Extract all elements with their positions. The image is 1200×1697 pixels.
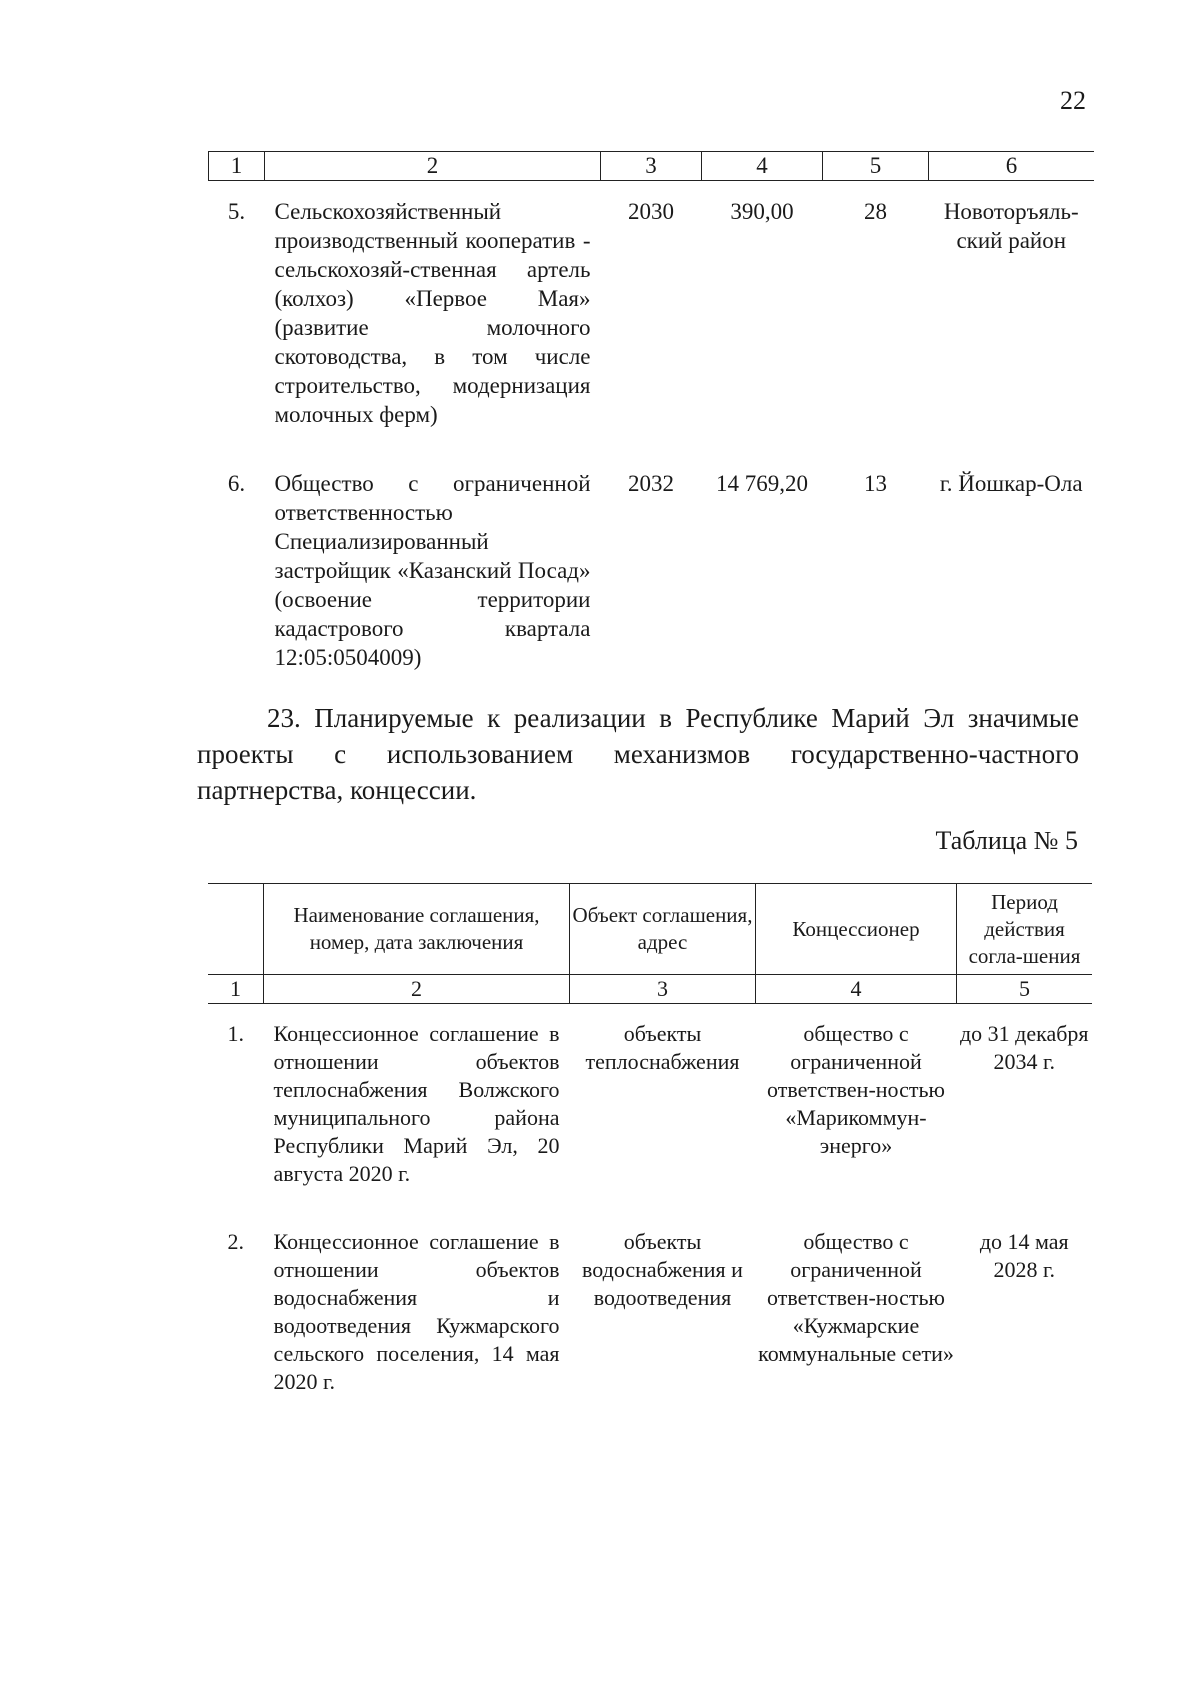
row-concessionaire: общество с ограниченной ответствен-ностью «Кужмарские коммунальные сети» <box>758 1229 954 1366</box>
col-num-5: 5 <box>957 975 1093 1004</box>
row-amount: 14 769,20 <box>716 471 808 496</box>
row-number: 6. <box>227 471 246 496</box>
row-year: 2032 <box>628 471 674 496</box>
row-location: Новоторъяль-ский район <box>943 199 1079 253</box>
row-count: 28 <box>864 199 887 224</box>
table-row <box>209 469 1095 672</box>
row-period: до 14 мая 2028 г. <box>979 1229 1069 1282</box>
page-number: 22 <box>1060 86 1086 115</box>
row-description: Сельскохозяйственный производственный кооператив - сельскохозяй-ственная артель (колхоз) «Первое Мая» (развитие молочного скотоводства, в том числе строительство, модернизация молочных ферм) <box>274 199 591 427</box>
header-agreement-name: Наименование соглашения, номер, дата заключения <box>264 884 570 975</box>
table-row <box>208 1020 1092 1188</box>
row-number: 5. <box>227 199 246 224</box>
row-concessionaire: общество с ограниченной ответствен-ностью «Марикоммун-энерго» <box>767 1021 945 1158</box>
table-row <box>209 197 1095 429</box>
col-num-2: 2 <box>265 152 601 181</box>
row-year: 2030 <box>628 199 674 224</box>
row-count: 13 <box>864 471 887 496</box>
col-num-3: 3 <box>601 152 702 181</box>
row-location: г. Йошкар-Ола <box>939 471 1083 496</box>
row-agreement-name: Концессионное соглашение в отношении объектов теплоснабжения Волжского муниципального района Республики Марий Эл, 20 августа 2020 г. <box>273 1021 560 1186</box>
table-header <box>208 884 1092 975</box>
row-object: объекты теплоснабжения <box>585 1021 740 1074</box>
col-num-5: 5 <box>823 152 929 181</box>
row-number: 1. <box>227 1021 244 1046</box>
header-period: Период действия согла-шения <box>957 884 1093 975</box>
col-num-4: 4 <box>702 152 823 181</box>
section-heading: 23. Планируемые к реализации в Республике Марий Эл значимые проекты с использованием механизмов государственно-частного партнерства, концессии. <box>197 703 1079 805</box>
header-empty <box>208 884 264 975</box>
col-num-1: 1 <box>209 152 265 181</box>
col-num-1: 1 <box>208 975 264 1004</box>
row-agreement-name: Концессионное соглашение в отношении объектов водоснабжения и водоотведения Кужмарского сельского поселения, 14 мая 2020 г. <box>273 1229 560 1394</box>
header-object: Объект соглашения, адрес <box>570 884 756 975</box>
row-description: Общество с ограниченной ответственностью Специализированный застройщик «Казанский Посад» (освоение территории кадастрового квартала 12:05:0504009) <box>274 471 591 670</box>
table-1-column-numbers <box>209 152 1095 181</box>
col-num-6: 6 <box>929 152 1095 181</box>
row-amount: 390,00 <box>730 199 794 224</box>
table-caption: Таблица № 5 <box>935 826 1078 855</box>
table-1-continuation <box>208 151 1094 672</box>
table-column-numbers <box>208 975 1092 1004</box>
col-num-4: 4 <box>756 975 957 1004</box>
col-num-2: 2 <box>264 975 570 1004</box>
table-row <box>208 1228 1092 1396</box>
col-num-3: 3 <box>570 975 756 1004</box>
row-period: до 31 декабря 2034 г. <box>959 1021 1089 1074</box>
row-number: 2. <box>227 1229 244 1254</box>
row-object: объекты водоснабжения и водоотведения <box>582 1229 743 1310</box>
header-concessionaire: Концессионер <box>756 884 957 975</box>
table-5 <box>208 883 1092 1396</box>
